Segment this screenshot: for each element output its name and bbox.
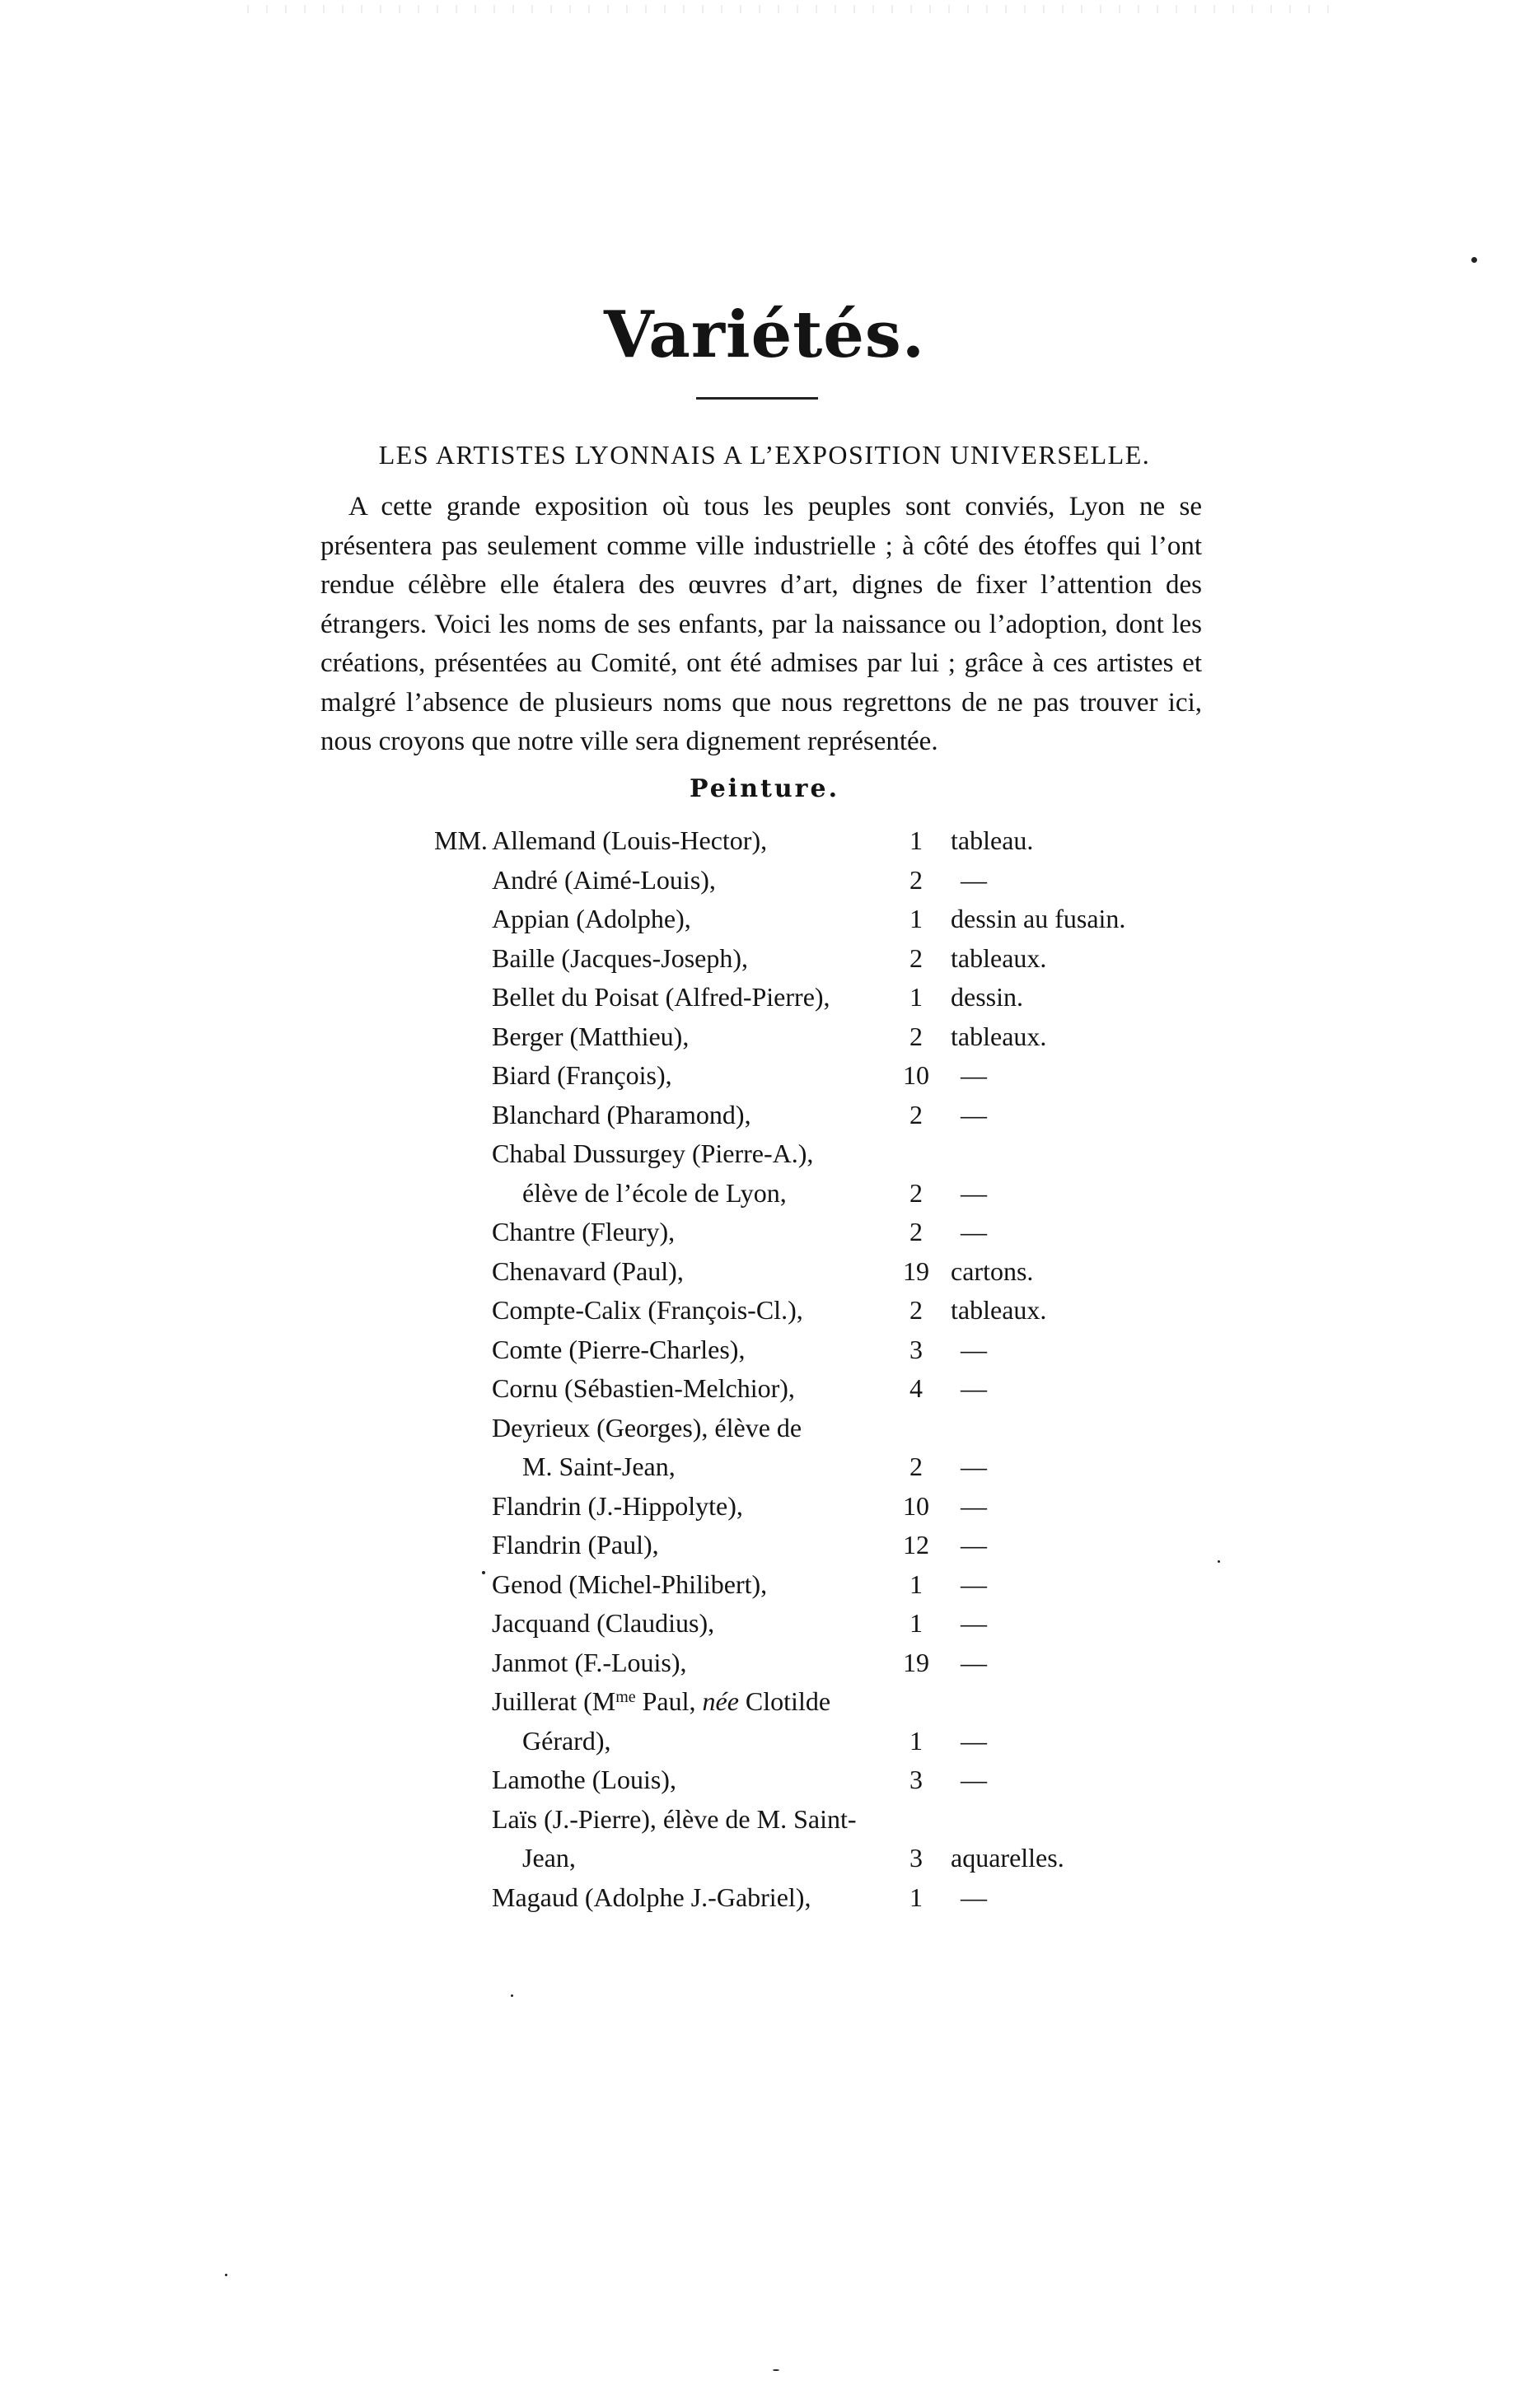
artist-name: Blanchard (Pharamond), xyxy=(492,1099,751,1129)
list-item xyxy=(0,1840,1529,1876)
item-count: 2 xyxy=(909,864,923,895)
artist-name: Chantre (Fleury), xyxy=(492,1217,676,1246)
list-item xyxy=(0,1370,1529,1406)
list-item xyxy=(0,1683,1529,1719)
artist-name: Comte (Pierre-Charles), xyxy=(492,1334,746,1364)
ditto-mark: — xyxy=(961,1569,987,1599)
intro-paragraph: A cette grande exposition où tous les peuples sont conviés, Lyon ne se présentera pas seulement comme ville industrielle ; à côté des étoffes qui l’ont rendue célèbre elle étalera des œuvres d’art, dignes de fixer l’attention des étrangers. Voici les noms de ses enfants, par la naissance ou l’adoption, dont les créations, présentées au Comité, ont été admises par lui ; grâce à ces artistes et malgré l’absence de plusieurs noms que nous regrettons de ne pas trouver ici, nous croyons que notre ville sera dignement représentée. xyxy=(320,492,1202,756)
list-item xyxy=(0,1644,1529,1681)
item-count: 3 xyxy=(909,1334,923,1364)
ditto-mark: — xyxy=(961,1490,987,1521)
list-prefix: MM. xyxy=(434,825,488,855)
list-item xyxy=(0,1801,1529,1837)
artist-name: Appian (Adolphe), xyxy=(492,904,691,933)
item-count: 1 xyxy=(909,1569,923,1599)
heading-divider xyxy=(696,397,818,400)
list-item xyxy=(0,1292,1529,1328)
ditto-mark: — xyxy=(961,1725,987,1756)
ditto-mark: — xyxy=(961,1530,987,1559)
item-count: 19 xyxy=(903,1647,929,1677)
item-count: 1 xyxy=(909,1882,923,1912)
item-count: 3 xyxy=(909,1765,923,1794)
list-item xyxy=(0,1057,1529,1093)
item-count: 2 xyxy=(909,1177,923,1208)
item-count: 2 xyxy=(909,1021,923,1051)
artist-name-continued: élève de l’école de Lyon, xyxy=(522,1177,787,1208)
item-count: 10 xyxy=(903,1490,929,1521)
artist-name-continued: M. Saint-Jean, xyxy=(522,1452,676,1481)
ditto-mark: — xyxy=(961,1177,987,1208)
artist-name-continued: Jean, xyxy=(522,1843,576,1873)
artist-name: Genod (Michel-Philibert), xyxy=(492,1569,768,1599)
list-item xyxy=(0,1331,1529,1368)
article-title: LES ARTISTES LYONNAIS A L’EXPOSITION UNIVERSELLE. xyxy=(378,440,1151,470)
ditto-mark: — xyxy=(961,1765,987,1794)
list-item xyxy=(0,1488,1529,1524)
artist-name: Chabal Dussurgey (Pierre-A.), xyxy=(492,1139,814,1168)
artist-name: Juillerat ($M^{me}$ Paul, née Clotilde xyxy=(492,1686,831,1716)
list-item xyxy=(0,1213,1529,1250)
item-count: 2 xyxy=(909,942,923,973)
list-item xyxy=(0,1566,1529,1602)
item-type: aquarelles. xyxy=(951,1843,1064,1873)
ditto-mark: — xyxy=(961,864,987,895)
artist-name: Baille (Jacques-Joseph), xyxy=(492,942,749,973)
item-count: 3 xyxy=(909,1843,923,1873)
item-type: tableaux. xyxy=(951,1021,1047,1051)
item-count: 2 xyxy=(909,1295,923,1325)
list-item xyxy=(0,822,1529,858)
item-count: 2 xyxy=(909,1099,923,1129)
artist-name: Bellet du Poisat (Alfred-Pierre), xyxy=(492,982,830,1012)
artist-name: Lamothe (Louis), xyxy=(492,1765,676,1794)
item-count: 1 xyxy=(909,1725,923,1756)
artist-name: Berger (Matthieu), xyxy=(492,1021,690,1051)
list-item xyxy=(0,1527,1529,1563)
list-item xyxy=(0,862,1529,898)
ditto-mark: — xyxy=(961,1060,987,1090)
item-type: tableaux. xyxy=(951,942,1047,973)
scan-speck xyxy=(773,2369,779,2371)
ditto-mark: — xyxy=(961,1373,987,1403)
ditto-mark: — xyxy=(961,1647,987,1677)
artist-name: Janmot (F.-Louis), xyxy=(492,1647,687,1677)
artist-name: Flandrin (J.-Hippolyte), xyxy=(492,1490,743,1521)
item-count: 1 xyxy=(909,982,923,1012)
item-count: 2 xyxy=(909,1452,923,1481)
artist-name: Laïs (J.-Pierre), élève de M. Saint- xyxy=(492,1803,857,1834)
section-heading: Variétés. xyxy=(604,297,925,372)
category-title: Peinture. xyxy=(689,774,840,803)
list-item xyxy=(0,1723,1529,1759)
artist-name: Magaud (Adolphe J.-Gabriel), xyxy=(492,1882,811,1912)
item-type: dessin. xyxy=(951,982,1023,1012)
list-item xyxy=(0,1605,1529,1641)
list-item xyxy=(0,1253,1529,1289)
list-item xyxy=(0,940,1529,976)
item-count: 12 xyxy=(903,1530,929,1559)
list-item xyxy=(0,1018,1529,1054)
list-item xyxy=(0,900,1529,937)
list-item xyxy=(0,1096,1529,1133)
item-count: 10 xyxy=(903,1060,929,1090)
artist-name: Cornu (Sébastien-Melchior), xyxy=(492,1373,795,1403)
artist-name: Flandrin (Paul), xyxy=(492,1530,659,1559)
ditto-mark: — xyxy=(961,1217,987,1246)
item-type: cartons. xyxy=(951,1255,1034,1286)
artist-name-continued: Gérard), xyxy=(522,1725,611,1756)
ditto-mark: — xyxy=(961,1334,987,1364)
artist-name: Deyrieux (Georges), élève de xyxy=(492,1412,802,1442)
item-type: dessin au fusain. xyxy=(951,904,1126,933)
item-type: tableaux. xyxy=(951,1295,1047,1325)
scan-speck xyxy=(225,2274,227,2276)
list-item xyxy=(0,1448,1529,1485)
item-count: 2 xyxy=(909,1217,923,1246)
scan-speck xyxy=(511,1994,513,1997)
item-count: 4 xyxy=(909,1373,923,1403)
item-type: tableau. xyxy=(951,825,1034,855)
artist-name: Chenavard (Paul), xyxy=(492,1255,684,1286)
item-count: 1 xyxy=(909,825,923,855)
item-count: 19 xyxy=(903,1255,929,1286)
item-count: 1 xyxy=(909,904,923,933)
ditto-mark: — xyxy=(961,1882,987,1912)
artist-name: André (Aimé-Louis), xyxy=(492,864,716,895)
artist-name: Jacquand (Claudius), xyxy=(492,1608,715,1638)
list-item xyxy=(0,1175,1529,1211)
artist-name: Biard (François), xyxy=(492,1060,672,1090)
list-item xyxy=(0,1879,1529,1915)
list-item xyxy=(0,1761,1529,1798)
ditto-mark: — xyxy=(961,1099,987,1129)
list-item xyxy=(0,979,1529,1015)
item-count: 1 xyxy=(909,1608,923,1638)
list-item xyxy=(0,1135,1529,1171)
artist-name: Compte-Calix (François-Cl.), xyxy=(492,1295,803,1325)
scan-artifacts xyxy=(247,5,1343,13)
ditto-mark: — xyxy=(961,1608,987,1638)
ditto-mark: — xyxy=(961,1452,987,1481)
list-item xyxy=(0,1410,1529,1446)
artist-name: Allemand (Louis-Hector), xyxy=(492,825,768,855)
scan-speck xyxy=(1471,257,1477,263)
